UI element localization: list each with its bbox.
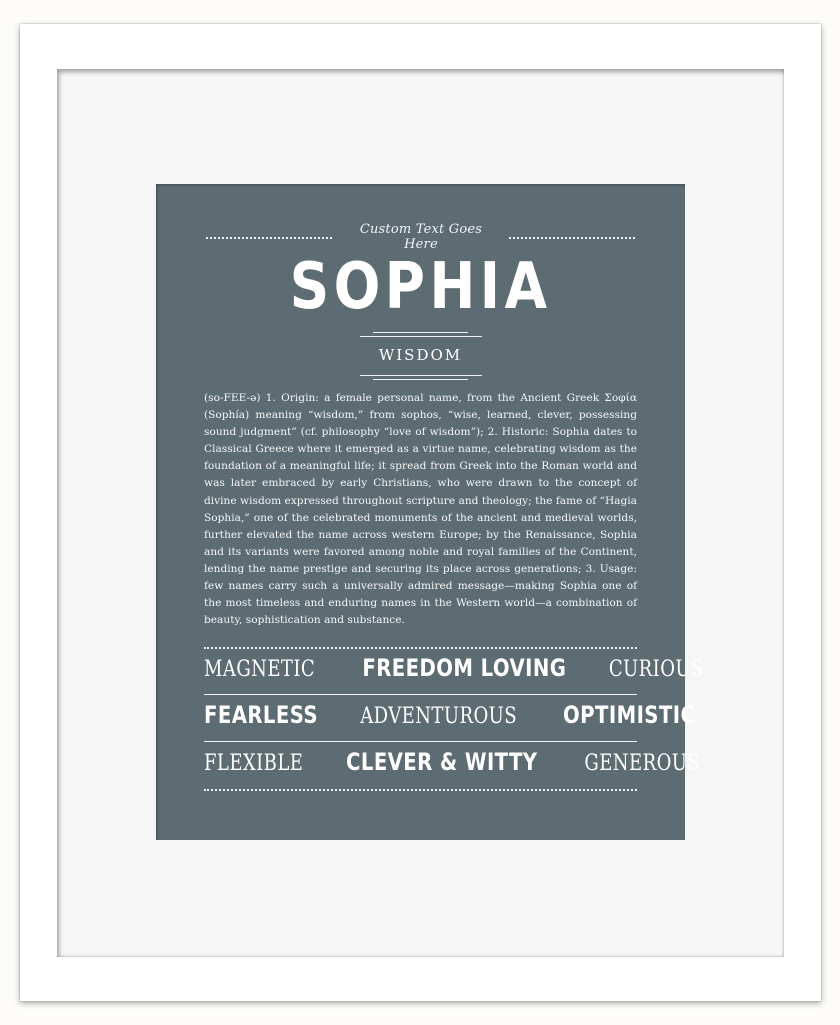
trait: CURIOUS: [609, 657, 704, 682]
dotted-divider-traits-top: [204, 647, 637, 649]
rule-above-meaning-1: [373, 332, 468, 333]
definition-text: 1. Origin: a female personal name, from the Ancient Greek Σοφία (Sophía) meaning “wisdom,” from sophos, “wise, learned, clever, possessing sound judgment” (cf. philosophy “love of wisdom”); 2. Historic: Sophia dates to Classical Greece where it emerged as a virtue name, celebrating wisdom as the foundation of a meaningful life; it spread from Greek into the Roman world and was later embraced by early Christians, who were drawn to the concept of divine wisdom expressed throughout scripture and theology; the fame of “Hagia Sophia,” one of the celebrated monuments of the ancient and medieval worlds, further elevated the name across western Europe; by the Renaissance, Sophia and its variants were favored among noble and royal families of the Continent, lending the name prestige and securing its place across generations; 3. Usage: few names carry such a universally admired message—making Sophia one of the most timeless and enduring names in the Western world—a combination of beauty, sophistication and substance.: [204, 392, 637, 627]
mat-board: [57, 69, 784, 957]
name-meaning: WISDOM: [378, 346, 463, 364]
dotted-divider-traits-bottom: [204, 789, 637, 791]
picture-frame: [20, 24, 821, 1001]
rule-above-meaning-2: [360, 336, 482, 337]
trait: FLEXIBLE: [204, 751, 304, 776]
name-art-print: [156, 184, 704, 840]
trait-row-divider: [204, 694, 637, 695]
custom-text: Custom Text Goes Here: [359, 222, 483, 252]
dotted-divider-right: [509, 237, 635, 239]
trait: MAGNETIC: [204, 657, 316, 682]
trait: ADVENTUROUS: [360, 704, 518, 729]
rule-below-meaning-2: [373, 379, 468, 380]
trait-row: [204, 701, 696, 737]
name-definition: [204, 390, 637, 629]
trait: OPTIMISTIC: [563, 701, 696, 729]
trait-row: [204, 654, 704, 690]
name-title: SOPHIA: [289, 250, 552, 324]
trait-row: [204, 748, 700, 784]
dotted-divider-left: [206, 237, 332, 239]
trait: GENEROUS: [584, 751, 700, 776]
trait: FEARLESS: [204, 701, 319, 729]
trait: CLEVER & WITTY: [346, 748, 538, 776]
rule-below-meaning-1: [360, 375, 482, 376]
trait: FREEDOM LOVING: [361, 654, 566, 682]
trait-row-divider: [204, 741, 637, 742]
pronunciation: (so-FEE-ə): [204, 392, 261, 404]
